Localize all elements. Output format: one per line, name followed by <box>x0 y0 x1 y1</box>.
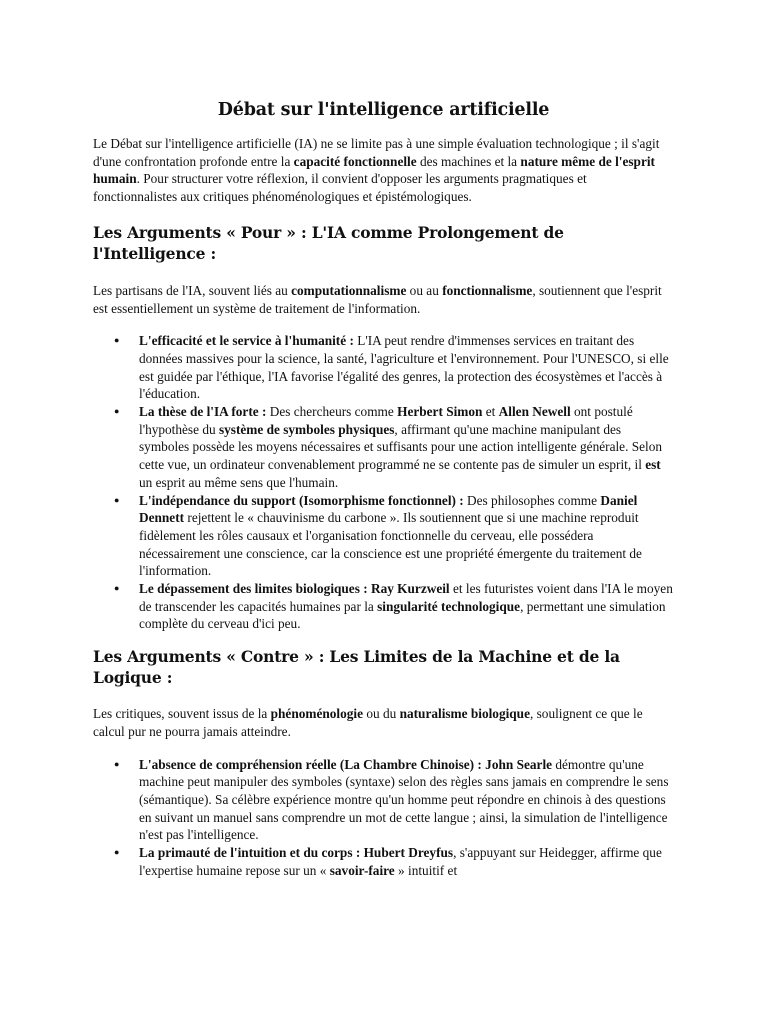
bold-text: computationnalisme <box>291 282 407 298</box>
section-heading-pour: Les Arguments « Pour » : L'IA comme Prolongement de l'Intelligence : <box>93 222 564 263</box>
bullet-list-contre <box>93 756 674 880</box>
bold-text: L'absence de compréhension réelle (La Chambre Chinoise) : John Searle <box>139 756 553 772</box>
bold-text: est <box>645 457 661 473</box>
bold-text: L'efficacité et le service à l'humanité : <box>139 333 354 349</box>
bold-text: L'indépendance du support (Isomorphisme fonctionnel) : <box>139 492 464 508</box>
section-lead-contre: Les critiques, souvent issus de la phénoménologie ou du naturalisme biologique, soulignent ce que le calcul pur ne pourra jamais atteindre. <box>93 706 643 739</box>
bold-text: La thèse de l'IA forte : <box>139 404 267 420</box>
section-lead-pour: Les partisans de l'IA, souvent liés au computationnalisme ou au fonctionnalisme, soutiennent que l'esprit est essentiellement un système de traitement de l'information. <box>93 282 662 316</box>
list-item: ● Le dépassement des limites biologiques : Ray Kurzweil et les futuristes voient dans l'IA le moyen de transcender les capacités humaines par la singularité technologique, permettant une simulation complète du cerveau d'ici peu. <box>139 580 674 633</box>
bold-text: Daniel Dennett <box>139 492 638 526</box>
bold-text: singularité technologique <box>377 598 521 614</box>
bold-text: fonctionnalisme <box>442 282 533 298</box>
bold-text: Le dépassement des limites biologiques : Ray Kurzweil <box>139 581 450 597</box>
bold-text: Herbert Simon <box>397 404 483 420</box>
bullet-list-pour <box>93 332 674 633</box>
bold-text: savoir-faire <box>329 862 395 878</box>
bold-text: La primauté de l'intuition et du corps : Hubert Dreyfus <box>139 845 454 861</box>
bold-text: naturalisme biologique <box>399 706 530 722</box>
bold-text: capacité fonctionnelle <box>293 153 417 169</box>
bold-text: phénoménologie <box>270 706 363 722</box>
bold-text: système de symboles physiques <box>218 421 395 437</box>
list-item: ● L'indépendance du support (Isomorphisme fonctionnel) : Des philosophes comme Daniel Dennett rejettent le « chauvinisme du carbone ». Ils soutiennent que si une machine reproduit fidèlement les rôles causaux et l'organisation fonctionnelle du cerveau, elle possédera nécessairement une conscience, car la conscience est une propriété émergente du traitement de l'information. <box>139 492 674 581</box>
list-item: ● L'efficacité et le service à l'humanité : L'IA peut rendre d'immenses services en traitant des données massives pour la science, la santé, l'agriculture et l'environnement. Pour l'UNESCO, si elle est guidée par l'éthique, l'IA favorise l'égalité des genres, la protection des écosystèmes et l'accès à l'éducation. <box>139 332 674 403</box>
section-heading-contre: Les Arguments « Contre » : Les Limites de la Machine et de la Logique : <box>93 647 620 688</box>
intro-paragraph: Le Débat sur l'intelligence artificielle (IA) ne se limite pas à une simple évaluation technologique ; il s'agit d'une confrontation profonde entre la capacité fonctionnelle des machines et la nature même de l'esprit humain. Pour structurer votre réflexion, il convient d'opposer les arguments pragmatiques et fonctionnalistes aux critiques phénoménologiques et épistémologiques. <box>93 136 660 205</box>
page-title: Débat sur l'intelligence artificielle <box>217 100 550 120</box>
list-item: ● La primauté de l'intuition et du corps : Hubert Dreyfus, s'appuyant sur Heidegger, affirme que l'expertise humaine repose sur un « savoir-faire » intuitif et <box>139 844 674 879</box>
bold-text: nature même de l'esprit humain <box>93 153 655 187</box>
bold-text: Allen Newell <box>498 404 571 420</box>
list-item: ● L'absence de compréhension réelle (La Chambre Chinoise) : John Searle démontre qu'une machine peut manipuler des symboles (syntaxe) selon des règles sans jamais en comprendre le sens (sémantique). Sa célèbre expérience montre qu'un homme peut répondre en chinois à des questions en suivant un manuel sans comprendre un mot de cette langue ; ainsi, la simulation de l'intelligence n'est pas l'intelligence. <box>139 756 674 845</box>
list-item: ● La thèse de l'IA forte : Des chercheurs comme Herbert Simon et Allen Newell ont postulé l'hypothèse du système de symboles physiques, affirmant qu'une machine manipulant des symboles possède les moyens nécessaires et suffisants pour une action intelligente générale. Selon cette vue, un ordinateur convenablement programmé ne se contente pas de simuler un esprit, il est un esprit au même sens que l'humain. <box>139 403 674 492</box>
